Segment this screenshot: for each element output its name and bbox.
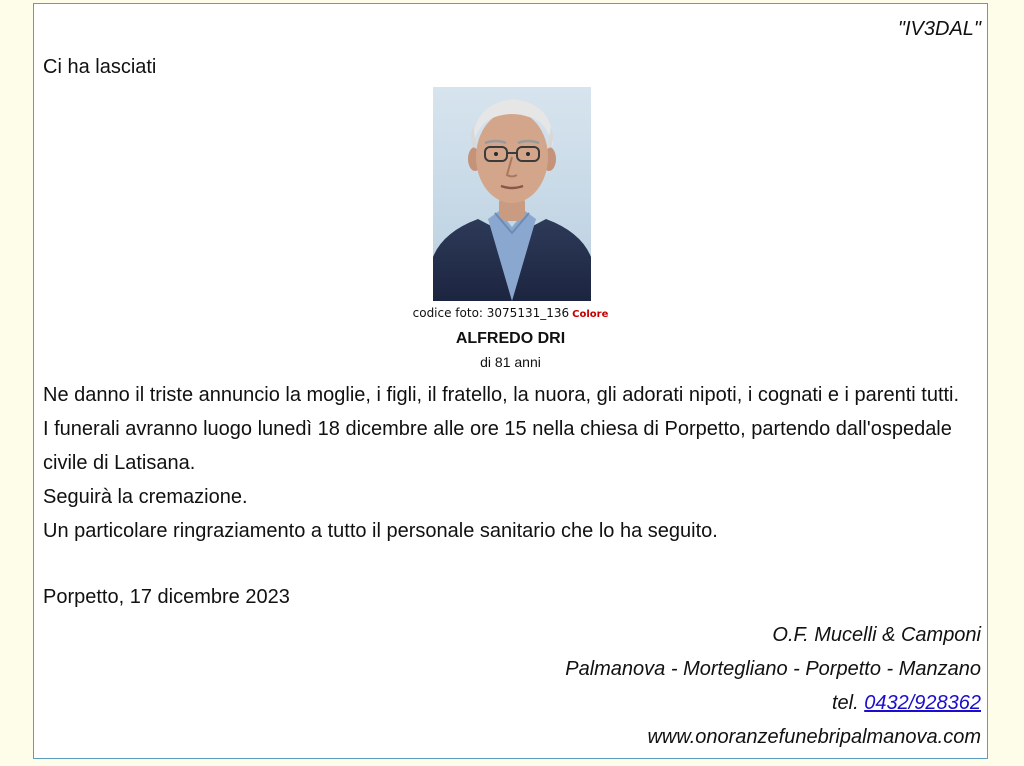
paragraph-funeral: I funerali avranno luogo lunedì 18 dicembre alle ore 15 nella chiesa di Porpetto, partendo dall'ospedale civile di Latisana. <box>43 418 952 474</box>
photo-color-label[interactable]: Colore <box>572 309 609 320</box>
agency-block <box>565 618 981 754</box>
agency-locations: Palmanova - Mortegliano - Porpetto - Manzano <box>565 658 981 680</box>
notice-body <box>43 378 983 548</box>
obituary-card <box>33 3 988 759</box>
paragraph-cremation: Seguirà la cremazione. <box>43 486 248 508</box>
photo-code-label: codice foto: 3075131_136 <box>412 306 570 320</box>
deceased-name: ALFREDO DRI <box>455 330 566 347</box>
deceased-age: di 81 anni <box>480 354 541 370</box>
agency-tel-prefix: tel. <box>831 692 859 714</box>
agency-phone-line <box>565 686 981 720</box>
agency-phone-link[interactable]: 0432/928362 <box>864 692 981 714</box>
paragraph-thanks: Un particolare ringraziamento a tutto il personale sanitario che lo ha seguito. <box>43 520 718 542</box>
agency-website: www.onoranzefunebripalmanova.com <box>647 726 981 748</box>
paragraph-announcement: Ne danno il triste annuncio la moglie, i figli, il fratello, la nuora, gli adorati nipoti, i cognati e i parenti tutti. <box>43 384 960 406</box>
notice-code: "IV3DAL" <box>897 18 981 40</box>
intro-text: Ci ha lasciati <box>43 56 157 78</box>
deceased-photo <box>433 87 591 301</box>
agency-name: O.F. Mucelli & Camponi <box>772 624 981 646</box>
place-date: Porpetto, 17 dicembre 2023 <box>43 586 290 608</box>
photo-caption <box>34 306 987 320</box>
